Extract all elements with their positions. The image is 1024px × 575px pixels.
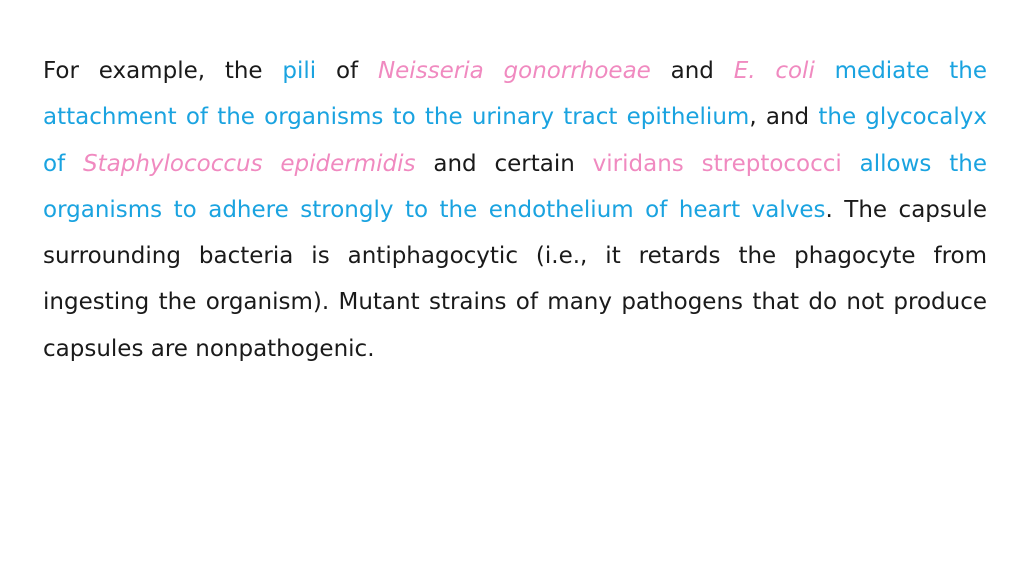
highlight-adhere: allows the organisms to adhere strongly to the endothelium of heart valves xyxy=(43,150,987,223)
highlight-glycocalyx: the glycocalyx of xyxy=(43,104,987,177)
highlight-pili: pili xyxy=(282,58,317,84)
organism-name-neisseria: Neisseria gonorrhoeae xyxy=(377,58,651,84)
text-segment: . The capsule surrounding bacteria is antiphagocytic (i.e., it retards the phagocyte from ingesting the organism). Mutant strains of many pathogens that do not produce capsules are nonpathogenic. xyxy=(43,196,987,362)
text-segment: of xyxy=(316,58,378,84)
body-paragraph xyxy=(43,48,987,372)
organism-name-ecoli: E. coli xyxy=(733,58,815,84)
organism-name-staphylococcus: Staphylococcus epidermidis xyxy=(83,150,416,177)
text-segment: , and xyxy=(749,104,819,131)
text-segment: For example, the xyxy=(43,58,283,84)
highlight-attachment: mediate the attachment of the organisms to the urinary tract epithelium xyxy=(43,58,987,131)
text-segment: and xyxy=(650,58,734,84)
text-segment: and certain xyxy=(415,150,593,177)
organism-name-viridans: viridans streptococci xyxy=(592,150,842,177)
